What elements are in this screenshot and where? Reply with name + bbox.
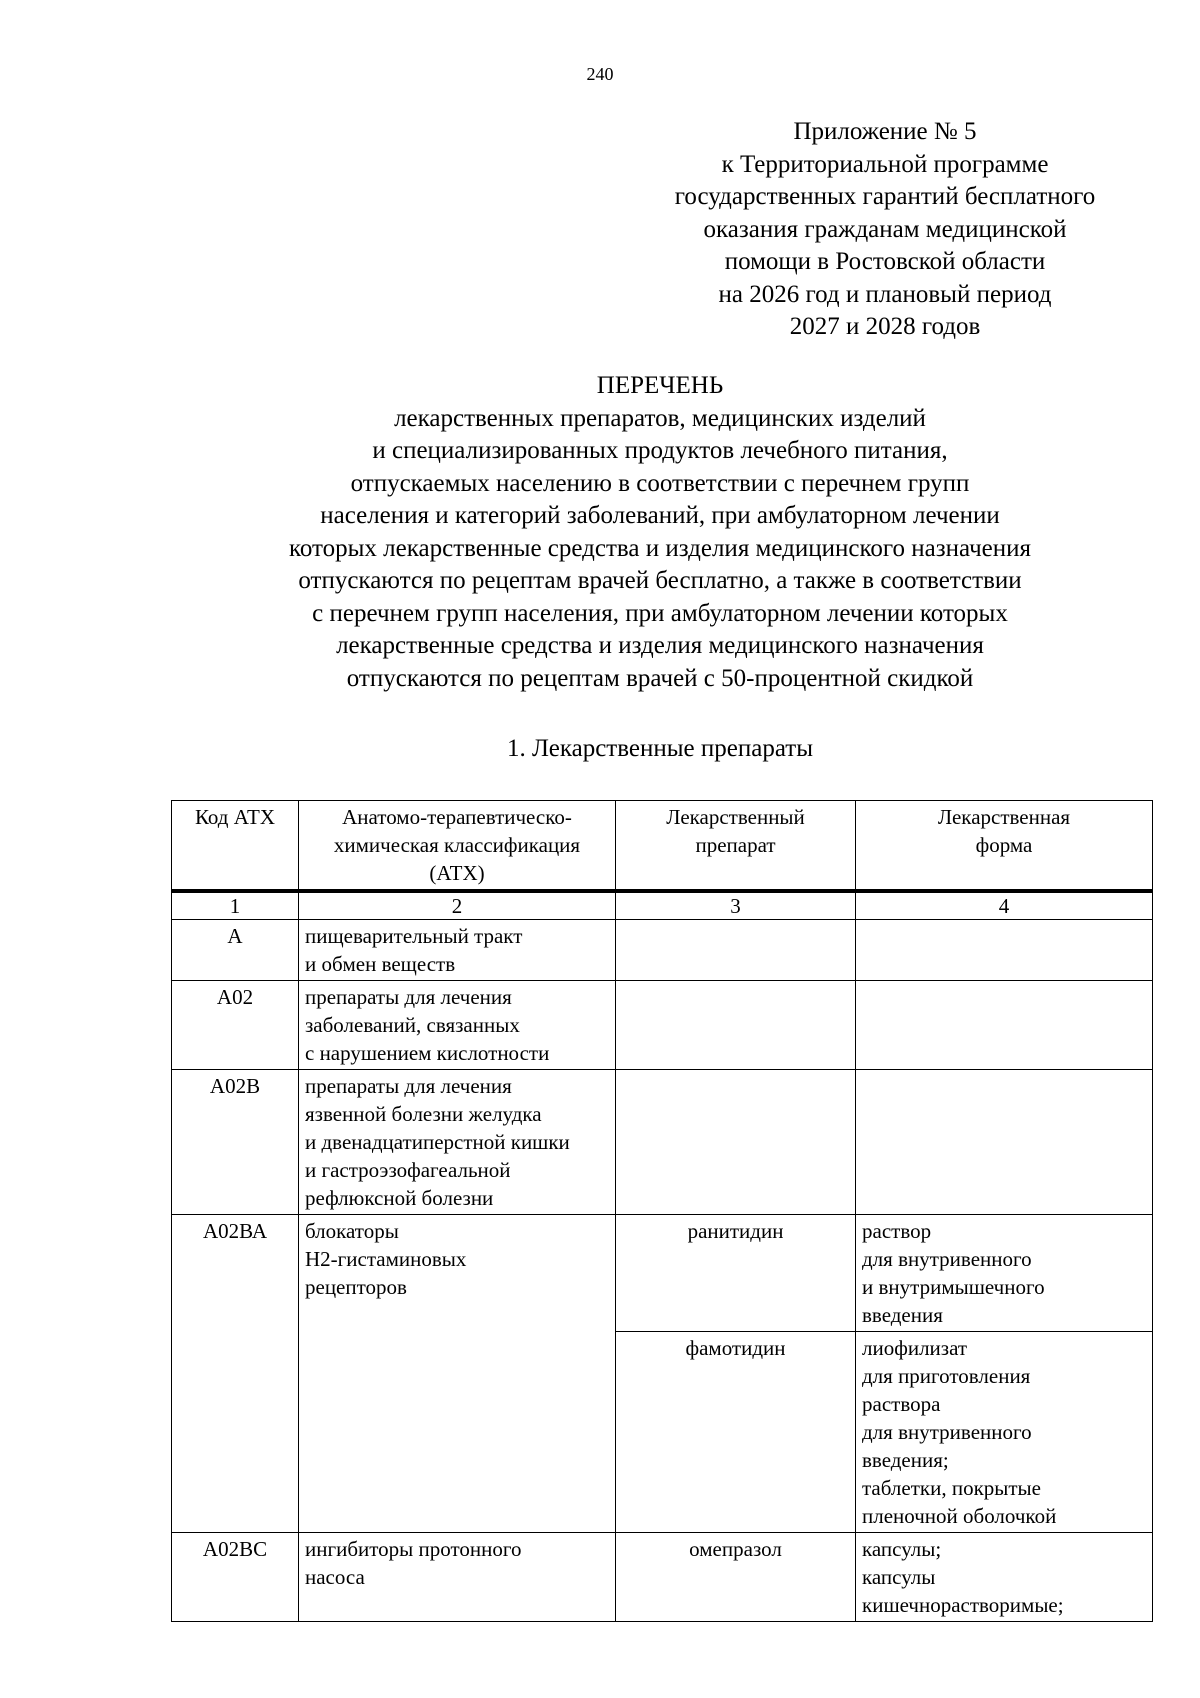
table-row (172, 1533, 1153, 1622)
column-number: 4 (856, 891, 1153, 920)
appendix-line: оказания гражданам медицинской (703, 215, 1067, 243)
dosage-form-cell (856, 981, 1153, 1070)
drug-cell (616, 920, 856, 981)
header-dosage-form: Лекарственная форма (856, 801, 1153, 892)
classification-cell: препараты для лечения язвенной болезни желудка и двенадцатиперстной кишки и гастроэзофагеальной рефлюксной болезни (299, 1070, 616, 1215)
column-number: 3 (616, 891, 856, 920)
atc-code-cell: А02ВА (172, 1215, 299, 1533)
drug-cell (616, 981, 856, 1070)
title-line: лекарственные средства и изделия медицинского назначения (336, 632, 984, 659)
dosage-form-cell: капсулы; капсулы кишечнорастворимые; (856, 1533, 1153, 1622)
appendix-line: государственных гарантий бесплатного (674, 183, 1096, 210)
atc-code-cell: А02В (172, 1070, 299, 1215)
table-row (172, 920, 1153, 981)
atc-code-cell: А02ВС (172, 1533, 299, 1622)
header-classification: Анатомо-терапевтическо- химическая классификация (АТХ) (299, 801, 616, 892)
atc-code-cell: А (172, 920, 299, 981)
appendix-line: Приложение № 5 (793, 118, 977, 145)
title-line: лекарственных препаратов, медицинских изделий (394, 404, 926, 432)
appendix-reference (620, 116, 1150, 344)
drug-cell: фамотидин (616, 1332, 856, 1533)
title-line: отпускаемых населению в соответствии с перечнем групп (350, 469, 970, 497)
table-row (172, 1070, 1153, 1215)
classification-cell: блокаторы Н2-гистаминовых рецепторов (299, 1215, 616, 1533)
dosage-form-cell: лиофилизат для приготовления раствора для внутривенного введения; таблетки, покрытые пленочной оболочкой (856, 1332, 1153, 1533)
dosage-form-cell (856, 1070, 1153, 1215)
dosage-form-cell: раствор для внутривенного и внутримышечного введения (856, 1215, 1153, 1332)
title-line: отпускаются по рецептам врачей с 50-процентной скидкой (346, 664, 974, 692)
drug-cell: омепразол (616, 1533, 856, 1622)
appendix-line: на 2026 год и плановый период (718, 280, 1052, 308)
column-number: 1 (172, 891, 299, 920)
appendix-line: 2027 и 2028 годов (789, 313, 981, 340)
dosage-form-cell (856, 920, 1153, 981)
table-row (172, 1215, 1153, 1332)
classification-cell: пищеварительный тракт и обмен веществ (299, 920, 616, 981)
header-drug: Лекарственный препарат (616, 801, 856, 892)
title-line: с перечнем групп населения, при амбулаторном лечении которых (312, 599, 1008, 627)
column-number-row (172, 891, 1153, 920)
drug-cell: ранитидин (616, 1215, 856, 1332)
title-line: отпускаются по рецептам врачей бесплатно, а также в соответствии (298, 567, 1022, 594)
table-row (172, 981, 1153, 1070)
header-atc-code: Код АТХ (172, 801, 299, 892)
page-number: 240 (586, 64, 614, 84)
column-number: 2 (299, 891, 616, 920)
table-header-row (172, 801, 1153, 892)
title-line: которых лекарственные средства и изделия медицинского назначения (288, 534, 1031, 562)
atc-code-cell: А02 (172, 981, 299, 1070)
appendix-line: помощи в Ростовской области (724, 248, 1046, 275)
classification-cell: ингибиторы протонного насоса (299, 1533, 616, 1622)
drug-cell (616, 1070, 856, 1215)
appendix-line: к Территориальной программе (721, 150, 1049, 178)
drug-table (171, 800, 1153, 1622)
section-title: 1. Лекарственные препараты (506, 735, 814, 762)
document-title (100, 370, 1200, 695)
classification-cell: препараты для лечения заболеваний, связанных с нарушением кислотности (299, 981, 616, 1070)
title-line: и специализированных продуктов лечебного питания, (372, 437, 948, 464)
title-line: населения и категорий заболеваний, при амбулаторном лечении (320, 502, 1000, 529)
title-heading: ПЕРЕЧЕНЬ (596, 372, 724, 399)
